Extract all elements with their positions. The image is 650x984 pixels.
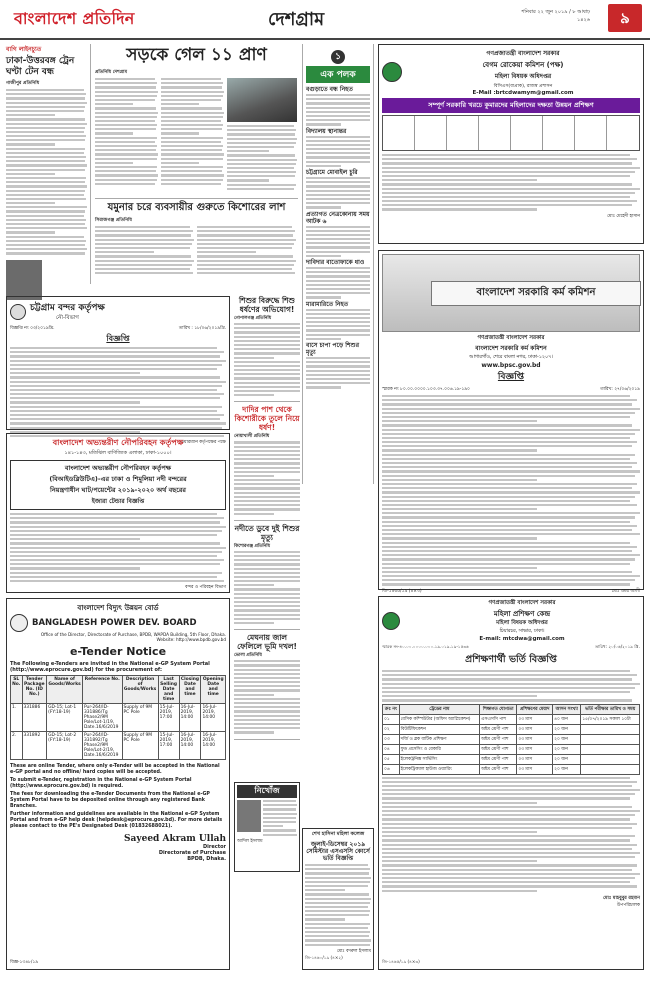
page-number: ৯ [608, 4, 642, 32]
table-cell: 16-Jul-2019, 14:00 [201, 732, 226, 760]
mid-stories [234, 296, 300, 776]
bpsc-body [382, 395, 640, 586]
table-cell: ২০ জন [553, 754, 581, 764]
table-cell: অষ্টম শ্রেণী পাশ [480, 724, 517, 734]
bpdb-col-header: Description of Goods/Works [122, 676, 158, 704]
table-cell: অষ্টম শ্রেণী পাশ [480, 744, 517, 754]
bpsc-banner: বাংলাদেশ সরকারি কর্ম কমিশন [431, 281, 641, 306]
lead-story [95, 44, 298, 292]
ek-polok-column [302, 44, 374, 484]
admission-code: জি-১৪৬০/১৯ (৪×২) [305, 954, 343, 960]
table-cell: ৪০ জন [553, 714, 581, 724]
story-headline[interactable]: ঢাকা-উত্তরবঙ্গ ট্রেন ঘণ্টা টেন বন্ধ [6, 56, 75, 77]
polok-item-headline[interactable]: চট্টগ্রামে মোবাইল চুরি [306, 169, 358, 176]
table-cell: ২০ জন [553, 744, 581, 754]
tr-email[interactable]: E-mail: mtcdwa@gmail.com [479, 636, 565, 642]
table-cell: ০৩ মাস [517, 714, 553, 724]
mid-story-body [234, 660, 300, 733]
bpsc-banner-photo [382, 254, 640, 332]
mid-story-body [234, 441, 300, 514]
table-cell: 331892 [22, 732, 47, 760]
section-title: দেশগ্রাম [268, 9, 325, 30]
table-cell: ০৪ [383, 744, 400, 754]
biwta-sub: বাংলাদেশ অভ্যন্তরীণ নৌপরিবহন কর্তৃপক্ষ [64, 464, 172, 472]
table-cell: দর্জি ও ব্লক বাটিক প্রশিক্ষণ [399, 734, 479, 744]
wa-banner: সম্পূর্ণ সরকারি খরচে কুমারদের মহিলাদের দক্ষতা উন্নয়ন প্রশিক্ষণ [382, 98, 640, 113]
admission-org: শেখ হাসিনা মহিলা কলেজ [311, 831, 365, 837]
table-cell: Pur-264/ID-331892/Tg Phase2/9M Pole/Lot-2/19, Date.16/6/2019 [82, 732, 122, 760]
bpdb-col-header: SL No. [11, 676, 23, 704]
training-col-header: আসন সংখ্যা [553, 704, 581, 714]
bpdb-col-header: Closing Date and time [179, 676, 201, 704]
ad-admission [302, 828, 374, 970]
story-photo [6, 260, 42, 300]
table-cell: 15-Jul-2019, 17:00 [158, 704, 179, 732]
mid-story-body [234, 551, 300, 624]
port-ref: বিজ্ঞপ্তি নং ০৩/২০১৯খ্রি. [10, 326, 55, 331]
govt-logo-icon [382, 62, 402, 82]
missing-body [263, 800, 297, 838]
missing-photo [237, 800, 261, 832]
sub-byline: সিরাজগঞ্জ প্রতিনিধি [95, 218, 132, 223]
lead-body-col2 [161, 78, 224, 192]
ek-polok-title: এক পলক [306, 66, 370, 83]
tr-date: তারিখ: ২০/০৬/২০১৯ খ্রি. [595, 644, 640, 649]
bpdb-title: e-Tender Notice [69, 645, 167, 658]
table-cell: 1. [11, 704, 23, 732]
bpsc-addr: আগারগাঁও, শেরে বাংলা নগর, ঢাকা-১২০৭। [469, 355, 553, 360]
missing-notice [234, 782, 300, 872]
polok-item-headline[interactable]: বগুড়াতে বন্ধ নিহত [306, 86, 353, 93]
table-cell: ফুড প্রসেসিং ও বেকারি [399, 744, 479, 754]
table-cell: ০১ [383, 714, 400, 724]
biwta-sub3: নিয়ন্ত্রণাধীন ঘাট/পয়েন্টের ২০১৯-২০২০ অর্থ বছরের [50, 486, 186, 494]
issue-date: শনিবার ২২ জুন ২০১৯ / ৮ আষাঢ় ১৪২৬ [521, 9, 590, 23]
table-cell: অষ্টম শ্রেণী পাশ [480, 754, 517, 764]
mid-story-headline[interactable]: দাদির পাশ থেকে কিশোরীকে তুলে নিয়ে ধর্ষণ! [234, 405, 300, 433]
table-row [383, 744, 640, 754]
wa-table-placeholder [382, 115, 640, 151]
table-cell: ১৫/০৭/২০১৯ সকাল ১০টা [581, 714, 640, 724]
bpdb-signer-title: Director [203, 844, 226, 850]
lead-byline: প্রতিনিধি দেশগ্রাম [95, 70, 128, 75]
training-col-header: ট্রেডের নাম [399, 704, 479, 714]
bpdb-notes [10, 764, 226, 830]
table-cell: ২০ জন [553, 764, 581, 774]
tr-code: জি-১৪৬৫/১৯ (৪×৩) [382, 959, 420, 964]
bpsc-date: তারিখ: ২৭/০৬/২০১৯ [600, 387, 640, 392]
story-byline: গাজীপুর প্রতিনিধি [6, 81, 40, 86]
story-body [6, 89, 87, 255]
bpsc-org: গণপ্রজাতন্ত্রী বাংলাদেশ সরকার [477, 335, 545, 341]
mid-story-headline[interactable]: মেঘনায় জাল ফেলিলে ভূমি দখল! [237, 633, 297, 652]
table-cell: Supply of 9M PC Pole [122, 704, 158, 732]
wa-org2: বেগম রোকেয়া কমিশন (পক্ষ) [482, 61, 564, 69]
table-cell: ২০ জন [553, 724, 581, 734]
table-row [11, 704, 226, 732]
admission-body [305, 864, 371, 946]
polok-item-body [306, 226, 370, 258]
bpdb-office: Office of the Director, Directorate of Purchase, BPDB, WAPDA Building, 5th Floor, Dhaka. [40, 632, 226, 637]
polok-item-headline[interactable]: বিদ্যালয় স্থানান্তর [306, 127, 347, 135]
port-title: বিজ্ঞপ্তি [106, 334, 130, 343]
mid-story [234, 405, 300, 520]
polok-item-headline[interactable]: দাবিদার বাতোফাকে ধাও [306, 259, 365, 266]
table-cell [581, 764, 640, 774]
admission-title: জুলাই-ডিসেম্বর ২০১৯ সেমিস্টার এসএসসি কোর্সে ভর্তি বিজ্ঞপ্তি [306, 841, 370, 862]
table-cell: ০৩ মাস [517, 734, 553, 744]
bpdb-table [10, 675, 226, 760]
newspaper-logo[interactable]: বাংলাদেশ প্রতিদিন [14, 9, 135, 28]
tr-signer: মোঃ মাহবুবুর রহমান [603, 895, 640, 901]
ad-women-affairs [378, 44, 644, 244]
polok-item-body [306, 177, 370, 209]
biwta-org: বাংলাদেশ অভ্যন্তরীণ নৌপরিবহন কর্তৃপক্ষ [52, 438, 184, 447]
table-cell: এসএসসি পাশ [480, 714, 517, 724]
bpdb-intro: The Following e-Tenders are invited in the National e-GP System Portal (http://www.eprocure.gov.bd) for the procurement of: [10, 661, 210, 673]
ad-bpdb-etender [6, 598, 230, 970]
tr-conditions [382, 777, 640, 892]
table-cell: Supply of 9M PC Pole [122, 732, 158, 760]
bpsc-code: জি-১৪৬৫/১৯ (৪×৩) [382, 588, 422, 594]
port-dept: নৌ-বিভাগ [55, 315, 79, 321]
masthead [0, 0, 650, 40]
bpdb-org-bn: বাংলাদেশ বিদ্যুৎ উন্নয়ন বোর্ড [77, 604, 159, 612]
ad-biwta [6, 433, 230, 593]
port-body [10, 347, 226, 437]
table-cell: 16-Jul-2019, 14:00 [179, 732, 201, 760]
table-cell: 16-Jul-2019, 14:00 [201, 704, 226, 732]
wa-email[interactable]: E-Mail :brtcdwamym@gmail.com [472, 90, 574, 96]
port-logo-icon [10, 304, 26, 320]
tr-ref: স্মারক নং-৪০.০০.০০০০.০০০.১৯.০১৯.১৯-১৫৩৬ [382, 644, 469, 649]
polok-item-body [306, 136, 370, 168]
table-cell: 15-Jul-2019, 17:00 [158, 732, 179, 760]
biwta-body [10, 513, 226, 582]
table-row [383, 764, 640, 774]
polok-item-headline[interactable]: বাসে চাপা পড়ে শিশুর মৃত্যু [306, 342, 360, 356]
port-sign: চেয়ারম্যান কর্তৃপক্ষের পক্ষে [179, 440, 226, 446]
bpdb-col-header: Name of Goods/Works [47, 676, 83, 704]
table-row [383, 714, 640, 724]
polok-item-body [306, 357, 370, 389]
bpdb-web[interactable]: Website: http://www.bpdb.gov.bd [156, 637, 226, 642]
table-cell: ০৩ মাস [517, 754, 553, 764]
mid-story-headline[interactable]: শিশুর বিরুদ্ধে শিশু ধর্ষণের অভিযোগ! [238, 296, 296, 314]
lead-headline[interactable]: সড়কে গেল ১১ প্রাণ [126, 45, 267, 65]
training-table [382, 704, 640, 775]
admission-signer: মোঃ বদরুল ইসলাম [336, 948, 371, 954]
bpdb-note: Further information and guidelines are available in the National e-GP System Portal and from e-GP help desk (helpdesk@eprocure.gov.bd). For more details please contact to the PE's Designated Desk (01832688021). [10, 812, 223, 829]
bpdb-note: To submit e-Tender, registration in the National e-GP System Portal (http://www.eprocure.gov.bd) is required. [10, 778, 192, 789]
table-cell [581, 724, 640, 734]
story-kicker: বাগি লাইনচ্যুত [6, 46, 42, 53]
mid-story-body [234, 323, 300, 396]
bpsc-web[interactable]: www.bpsc.gov.bd [481, 362, 541, 369]
bpsc-title: বিজ্ঞপ্তি [497, 372, 525, 382]
mid-story-byline: নোয়াখালী প্রতিনিধি [234, 434, 270, 440]
table-cell: ২০ জন [553, 734, 581, 744]
table-cell: ০২ [383, 724, 400, 734]
mid-story-byline: গোপালগঞ্জ প্রতিনিধি [234, 316, 272, 321]
lead-photo [227, 78, 297, 122]
missing-caption: আদিল ইসলাম [237, 838, 263, 844]
polok-item-headline[interactable]: মারামারিতে নিহত [306, 300, 349, 308]
bpdb-col-header: Tender Package No. (ID No.) [22, 676, 47, 704]
wa-org4: বিসিএস(বাপ্রাক), রাজস্ব প্রশাসন [493, 84, 553, 89]
mid-story-byline: ভোলা প্রতিনিধি [234, 653, 262, 659]
ek-polok-badge: ১ [306, 44, 370, 64]
polok-item-body [306, 309, 370, 341]
table-cell: ০৩ [383, 734, 400, 744]
table-cell: বেসিক কম্পিউটার (অফিস অ্যাপ্লিকেশন) [399, 714, 479, 724]
tr-addr: চিয়ারচর, সাভার, ঢাকা। [499, 629, 545, 634]
table-cell: 331886 [22, 704, 47, 732]
table-cell: বিউটিফিকেশন [399, 724, 479, 734]
bpdb-note: These are online Tender, where only e-Tender will be accepted in the National e-GP portal and no offline/ hard copies will be accepted. [10, 764, 220, 775]
bpsc-org2: বাংলাদেশ সরকারি কর্ম কমিশন [475, 345, 547, 352]
mid-story [234, 633, 300, 739]
bpdb-note: The fees for downloading the e-Tender Documents from the National e-GP System Portal have to be deposited online through any registered Bank Branches. [10, 792, 210, 809]
lead-body-col1 [95, 78, 158, 192]
sub-body-col1 [95, 226, 194, 276]
training-col-header: ভর্তি পরীক্ষার তারিখ ও সময় [581, 704, 640, 714]
sub-body-col2 [197, 226, 296, 276]
biwta-addr: ১৪১-১৪৩, মতিঝিল বাণিজ্যিক এলাকা, ঢাকা-১০০০। [64, 450, 172, 456]
mid-story-headline[interactable]: নদীতে ডুবে দুই শিশুর মৃত্যু [234, 523, 300, 542]
missing-title: নিখোঁজ [237, 785, 297, 798]
tr-org: গণপ্রজাতন্ত্রী বাংলাদেশ সরকার [488, 600, 556, 606]
bpdb-col-header: Opening Date and time [201, 676, 226, 704]
mid-story-byline: কিশোরগঞ্জ প্রতিনিধি [234, 543, 270, 549]
polok-item-headline[interactable]: প্রত্যাগত নেত্রকোনায় সময় আটক ৬ [306, 210, 370, 225]
table-cell: ০৬ [383, 764, 400, 774]
story-train [6, 44, 91, 284]
ek-polok-list [306, 86, 370, 389]
table-cell: অষ্টম শ্রেণী পাশ [480, 764, 517, 774]
table-row [383, 754, 640, 764]
table-row [383, 724, 640, 734]
table-cell: ইলেকট্রনিক্স সার্ভিসিং [399, 754, 479, 764]
training-logo-icon [382, 612, 400, 630]
wa-org3: মহিলা বিষয়ক অধিদপ্তর [494, 73, 552, 80]
bpdb-logo-icon [10, 614, 28, 632]
training-col-header: শিক্ষাগত যোগ্যতা [480, 704, 517, 714]
sub-headline[interactable]: যমুনার চরে ব্যবসায়ীর গুরুতে কিশোরের লাশ [95, 198, 298, 214]
tr-org2: মহিলা প্রশিক্ষণ কেন্দ্র [493, 610, 551, 618]
table-cell [581, 754, 640, 764]
table-cell: GD-15; Lot-1 (FY:18-19) [47, 704, 83, 732]
table-cell [581, 734, 640, 744]
table-cell [581, 744, 640, 754]
mid-story [234, 296, 300, 402]
polok-item-body [306, 267, 370, 299]
table-cell: ইলেকট্রিক্যাল হাউজ ওয়্যারিং [399, 764, 479, 774]
table-cell: Pur-264/ID-331886/Tg Phase2/9M Pole/Lot-1/19, Date.16/6/2019 [82, 704, 122, 732]
table-cell: GD-15; Lot-2 (FY:18-19) [47, 732, 83, 760]
bpdb-col-header: Last Selling Date and time [160, 677, 178, 702]
tr-signer-title: উপপরিচালক [616, 902, 640, 908]
table-cell: ০৩ মাস [517, 744, 553, 754]
port-org: চট্টগ্রাম বন্দর কর্তৃপক্ষ [30, 303, 105, 313]
training-col-header: ক্রঃ নং [383, 704, 400, 714]
tr-intro [382, 670, 640, 702]
bpdb-signer-dept: Directorate of Purchase [158, 850, 226, 856]
table-cell: 16-Jul-2019, 14:00 [179, 704, 201, 732]
polok-item-body [306, 94, 370, 126]
mid-story [234, 524, 300, 630]
training-col-header: প্রশিক্ষণের মেয়াদ [517, 704, 553, 714]
biwta-sign: বন্দর ও পরিবহন বিভাগ [185, 585, 226, 591]
table-cell: ০৩ মাস [517, 724, 553, 734]
bpdb-signer: Sayeed Akram Ullah [124, 834, 226, 844]
table-row [383, 734, 640, 744]
bpsc-signer: মোঃ ওমর আলী [611, 588, 640, 594]
ad-bpsc [378, 250, 644, 594]
bpdb-col-header: Reference No. [82, 676, 122, 704]
biwta-sub2: (বিআইডব্লিউটিএ)-এর ঢাকা ও শিমুলিয়া নদী বন্দরের [49, 475, 187, 483]
table-cell: 2. [11, 732, 23, 760]
bpdb-footer-code: বিজ্ঞ-১৩৪৮/১৯ [10, 960, 39, 965]
tr-title: প্রশিক্ষণার্থী ভর্তি বিজ্ঞপ্তি [465, 654, 557, 665]
table-cell: ০৩ মাস [517, 764, 553, 774]
wa-body [382, 154, 640, 211]
ad-training [378, 596, 644, 970]
tr-org3: মহিলা বিষয়ক অধিদপ্তর [496, 620, 548, 626]
table-row [11, 732, 226, 760]
wa-org: গণপ্রজাতন্ত্রী বাংলাদেশ সরকার [486, 50, 560, 57]
biwta-sub4: ইজারা টেন্ডার বিজ্ঞপ্তি [91, 498, 145, 505]
table-cell: ০৫ [383, 754, 400, 764]
bpsc-ref: স্মারক নং ৮০.০০.০০০০.১০৩.৩৭.০০৬.১৯-১৯০ [382, 387, 470, 392]
bpdb-org-en: BANGLADESH POWER DEV. BOARD [32, 618, 197, 628]
lead-body-col3 [227, 125, 297, 190]
table-cell: অষ্টম শ্রেণী পাশ [480, 734, 517, 744]
port-date: তারিখ : ১৮/০৬/২০১৯খ্রি. [178, 326, 226, 331]
bpdb-signer-org: BPDB, Dhaka. [187, 856, 226, 862]
wa-signer: মোঃ মেহেদী হাসান [607, 213, 640, 219]
